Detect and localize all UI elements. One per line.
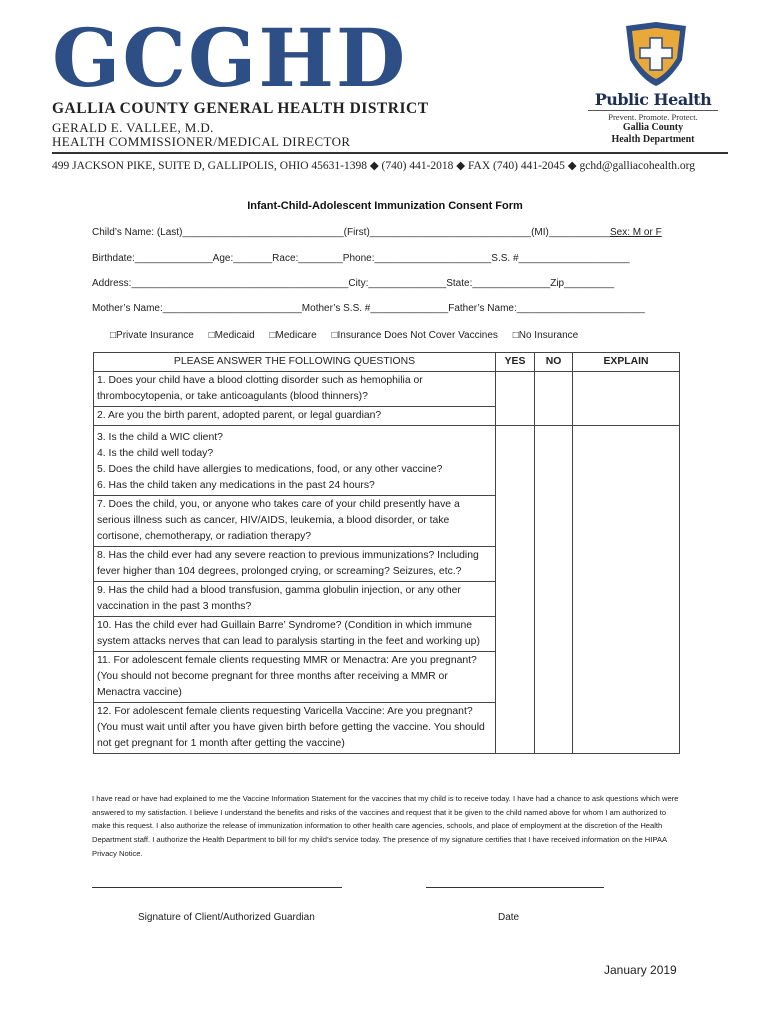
table-row [94, 372, 680, 407]
commissioner-title: HEALTH COMMISSIONER/MEDICAL DIRECTOR [52, 134, 351, 149]
birthdate-row[interactable]: Birthdate:______________Age:_______Race:________Phone:_____________________S.S. #____________________ [92, 253, 630, 264]
public-health-tagline: Prevent. Promote. Protect. [588, 110, 718, 122]
child-name-fields[interactable]: Child’s Name: (Last)_____________________________(First)_____________________________(MI)___________ [92, 227, 611, 238]
signature-line[interactable] [92, 886, 342, 888]
revision-date: January 2019 [604, 963, 677, 977]
child-name-row[interactable] [92, 227, 662, 238]
form-title: Infant-Child-Adolescent Immunization Consent Form [247, 200, 523, 212]
date-label: Date [498, 912, 520, 923]
yes-cell[interactable] [496, 372, 535, 426]
question-header: PLEASE ANSWER THE FOLLOWING QUESTIONS [94, 353, 496, 372]
insurance-options [110, 330, 590, 341]
question-8: 8. Has the child ever had any severe reaction to previous immunizations? Including fever higher than 104 degrees, prolonged crying, or screaming? Seizures, etc.? [94, 547, 496, 582]
district-name: GALLIA COUNTY GENERAL HEALTH DISTRICT [52, 100, 429, 117]
yes-cell[interactable] [496, 426, 535, 754]
question-1: 1. Does your child have a blood clotting disorder such as hemophilia or thrombocytopenia, or take anticoagulants (blood thinners)? [94, 372, 496, 407]
public-health-county: Gallia County [622, 122, 684, 133]
commissioner-name: GERALD E. VALLEE, M.D. [52, 120, 214, 135]
question-2: 2. Are you the birth parent, adopted parent, or legal guardian? [94, 407, 496, 426]
insurance-medicaid-checkbox[interactable]: □Medicaid [208, 330, 255, 341]
consent-statement: I have read or have had explained to me the Vaccine Information Statement for the vaccines that my child is to receive today. I have had a chance to ask questions which were answered to my satisfaction. I believe I understand the benefits and risks of the vaccines and request that it be given to the child named above for whom I am authorized to make this request. I also authorize the release of immunization information to other health care agencies, schools, and place of employment at the discretion of the Health Department staff. I authorize the Health Department to bill for my child’s service today. The presence of my signature certifies that I have received information on the HIPAA Privacy Notice. [92, 794, 679, 858]
question-3: 3. Is the child a WIC client? [97, 432, 223, 443]
question-7: 7. Does the child, you, or anyone who takes care of your child presently have a serious illness such as cancer, HIV/AIDS, leukemia, a blood disorder, or take cortisone, chemotherapy, or radiation therapy? [94, 496, 496, 547]
yes-header: YES [496, 353, 535, 372]
question-6: 6. Has the child taken any medications in the past 24 hours? [97, 480, 375, 491]
no-cell[interactable] [535, 372, 573, 426]
insurance-not-cover-checkbox[interactable]: □Insurance Does Not Cover Vaccines [331, 330, 498, 341]
no-cell[interactable] [535, 426, 573, 754]
contact-address: 499 JACKSON PIKE, SUITE D, GALLIPOLIS, OHIO 45631-1398 ◆ (740) 441-2018 ◆ FAX (740) 441-2045 ◆ gchd@galliacohealth.org [52, 160, 695, 172]
question-12: 12. For adolescent female clients requesting Varicella Vaccine: Are you pregnant? (You must wait until after you have given birth before getting the vaccine. You should not get pregnant for 1 month after getting the vaccine) [94, 703, 496, 754]
sex-field[interactable]: Sex: M or F [610, 227, 662, 238]
questions-table [93, 352, 680, 754]
public-health-name: Public Health [594, 90, 712, 109]
question-9: 9. Has the child had a blood transfusion, gamma globulin injection, or any other vaccination in the past 3 months? [94, 582, 496, 617]
public-health-logo [588, 90, 718, 146]
questions-3-to-6 [94, 426, 496, 496]
public-health-dept: Health Department [611, 134, 695, 145]
address-row[interactable]: Address:_______________________________________City:______________State:______________Zip_________ [92, 278, 615, 289]
question-4: 4. Is the child well today? [97, 448, 214, 459]
table-row [94, 426, 680, 496]
no-header: NO [535, 353, 573, 372]
header-divider [52, 152, 728, 154]
insurance-private-checkbox[interactable]: □Private Insurance [110, 330, 194, 341]
question-11: 11. For adolescent female clients requesting MMR or Menactra: Are you pregnant? (You should not become pregnant for three months after receiving a MMR or Menactra vaccine) [94, 652, 496, 703]
table-header-row [94, 353, 680, 372]
explain-header: EXPLAIN [573, 353, 680, 372]
question-5: 5. Does the child have allergies to medications, food, or any other vaccine? [97, 464, 443, 475]
gcghd-logo: GCGHD [52, 11, 408, 105]
parents-row[interactable]: Mother’s Name:_________________________Mother’s S.S. #______________Father’s Name:_______________________ [92, 303, 645, 314]
explain-cell[interactable] [573, 372, 680, 426]
signature-label: Signature of Client/Authorized Guardian [138, 912, 315, 923]
explain-cell[interactable] [573, 426, 680, 754]
question-10: 10. Has the child ever had Guillain Barre’ Syndrome? (Condition in which immune system attacks nerves that can lead to paralysis starting in the feet and working up) [94, 617, 496, 652]
insurance-none-checkbox[interactable]: □No Insurance [512, 330, 579, 341]
date-line[interactable] [426, 886, 604, 888]
insurance-medicare-checkbox[interactable]: □Medicare [269, 330, 317, 341]
public-health-shield-icon [620, 20, 692, 88]
